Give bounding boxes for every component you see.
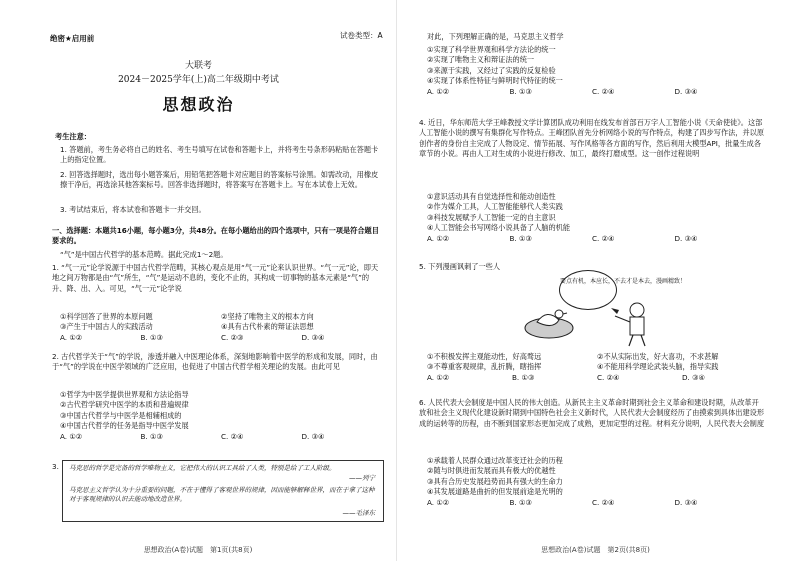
- q2-option: ①哲学为中医学提供世界观和方法论指导: [60, 390, 189, 399]
- q2-stem: 2. 古代哲学关于“气”的学说，渗透并融入中医理论体系，深刻地影响着中医学的形成和发展，同时，由于“气”的学说在中医学领域的广泛应用，也促进了中国古代哲学相关理论的发展。由此可见: [52, 352, 378, 372]
- q2-option: ②古代哲学研究中医学的本质和普遍规律: [60, 400, 189, 410]
- q6-choice-b: B. ①③: [509, 497, 532, 507]
- q2-choice-c: C. ②④: [221, 431, 244, 441]
- note-2: 2. 回答选择题时，选出每小题答案后，用铅笔把答题卡对应题目的答案标号涂黑。如需改动，用橡皮擦干净后，再选涂其他答案标号。回答非选择题时，将答案写在答题卡上。写在本试卷上无效。: [60, 170, 379, 190]
- q1-option: ③产生于中国古人的实践活动: [60, 322, 153, 332]
- exam-org: 大联考: [184, 61, 212, 71]
- q1-choice-d: D. ③④: [301, 332, 325, 342]
- q1-choice-c: C. ②③: [221, 332, 244, 342]
- q3-options: [427, 45, 757, 97]
- q5-choice-d: D. ③④: [682, 372, 705, 382]
- q4-choice-c: C. ②④: [592, 233, 615, 243]
- q6-option: ③具有合历史发展趋势而具有强大的生命力: [427, 476, 563, 486]
- note-1: 1. 答题前，考生务必将自己的姓名、考生号填写在试卷和答题卡上，并将考生号条形码粘贴在答题卡上的指定位置。: [60, 145, 379, 165]
- note-3: 3. 考试结束后，将本试卷和答题卡一并交回。: [60, 205, 206, 214]
- q2-choice-d: D. ③④: [301, 431, 325, 441]
- q6-options: [427, 456, 757, 508]
- q5-choice-c: C. ②④: [597, 372, 620, 382]
- q1-choice-b: B. ①③: [140, 332, 163, 342]
- q4-stem: 4. 近日，华东师范大学王峰教授文学计算团队成功利用在线发布首部百万字人工智能小说《天命使徒》。这部人工智能小说的撰写有集群化写作特点。王峰团队首先分析网络小说的写作特点，构建了四步写作法，并以原创作者的身份自主完成了人物设定、情节拓展、写作风格等各方面的写作，然后利用大模型API，批量生成各章节的小说。再由人工对生成的小说进行修改、加工，最终打磨成型。这一创作过程说明: [419, 118, 765, 159]
- exam-page-2: [397, 0, 794, 561]
- q3-option: ②实现了唯物主义和辩证法的统一: [427, 55, 535, 65]
- q3-author-lenin: ——列宁: [349, 474, 375, 482]
- subject-title: 思想政治: [162, 95, 235, 114]
- paper-type: 试卷类型：A: [340, 31, 383, 40]
- page-footer: 思想政治(A卷)试题 第2页(共8页): [541, 545, 650, 554]
- cartoon-speech-bubble: 要点有机，本应长，不去才是本去，漫画精致！: [559, 270, 617, 310]
- q3-choice-d: D. ③④: [674, 86, 698, 96]
- q5-option: ②不从实际出发，好大喜功，不求甚解: [597, 352, 719, 361]
- q6-option: ④其发展道路是曲折的但发展前途是光明的: [427, 487, 563, 497]
- q5-option: ④不能用科学理论武装头脑，指导实践: [597, 362, 719, 372]
- notes-title: 考生注意：: [55, 132, 91, 141]
- section-heading: 一、选择题：本题共16小题，每小题3分，共48分。在每小题给出的四个选项中，只有一项是符合题目要求的。: [52, 226, 379, 246]
- q5-choice-b: B. ①③: [512, 372, 535, 382]
- q1-option: ②坚持了唯物主义的根本方向: [221, 312, 314, 321]
- q1-choice-a: A. ①②: [60, 332, 83, 342]
- q1-option: ④具有古代朴素的辩证法思想: [221, 322, 314, 332]
- q6-choice-a: A. ①②: [427, 497, 450, 507]
- q5-options: [427, 352, 767, 383]
- q6-option: ①承载着人民群众通过改革变迁社会的历程: [427, 456, 563, 465]
- q2-options: [60, 390, 382, 442]
- q5-choice-a: A. ①②: [427, 372, 450, 382]
- q4-option: ④人工智能会书写网络小说具备了人脑的机能: [427, 223, 571, 233]
- q3-number: 3.: [52, 462, 59, 471]
- q6-stem: 6. 人民代表大会制度是中国人民的伟大创造。从新民主主义革命时期到社会主义革命和建设时期，从改革开放和社会主义现代化建设新时期到中国特色社会主义新时代，人民代表大会制度经历了由摸索到具体出建设形成的运转等的历程，由不断到国家形态更加完成了成熟，更加定型的过程。材料充分说明，人民代表大会制度: [419, 398, 765, 428]
- q2-option: ④中国古代哲学的任务是指导中医学发展: [60, 421, 189, 431]
- page-footer: 思想政治(A卷)试题 第1页(共8页): [143, 545, 253, 554]
- q3-quote-lenin: 马克思的哲学是完备的哲学唯物主义，它把伟大的认识工具给了人类，特别是给了工人阶级。: [69, 464, 336, 472]
- q2-choice-b: B. ①③: [140, 431, 163, 441]
- q3-option: ③来源于实践，又经过了实践的反复检验: [427, 65, 556, 75]
- q4-option: ③科技发展赋予人工智能一定的自主意识: [427, 212, 556, 222]
- q4-option: ①意识活动具有自觉选择性和能动创造性: [427, 192, 556, 201]
- q1-options: [60, 312, 382, 343]
- q3-quote-mao: 马克思主义哲学认为十分重要的问题，不在于懂得了客观世界的规律，因而能够解释世界，而在于拿了这种对于客观规律的认识去能动地改造世界。: [69, 486, 375, 504]
- q1-stem: 1. “气一元”论学说源于中国古代哲学范畴，其核心观点是用“气一元”论来认识世界。“气一元”论，即天地之间万物都是由“气”所生，“气”是运动不息的，变化不止的，其构成一切事物的基本元素是“气”的升、降、出、入。可见，“气一元”论学说: [52, 263, 379, 293]
- exam-title: 2024－2025学年(上)高二年级期中考试: [118, 75, 279, 85]
- material-intro: “气”是中国古代哲学的基本范畴。据此完成1～2题。: [60, 250, 228, 259]
- q3-option: ①实现了科学世界观和科学方法论的统一: [427, 45, 556, 54]
- q4-choice-b: B. ①③: [509, 233, 532, 243]
- q4-choice-d: D. ③④: [674, 233, 698, 243]
- q3-continuation: 对此，下列理解正确的是，马克思主义哲学: [427, 32, 564, 41]
- q6-choice-c: C. ②④: [592, 497, 615, 507]
- q3-choice-a: A. ①②: [427, 86, 450, 96]
- q3-author-mao: ——毛泽东: [342, 509, 375, 517]
- q5-cartoon: [497, 270, 687, 348]
- q5-option: ①不积极发挥主观能动性，好高骛远: [427, 352, 542, 361]
- q3-option: ④实现了体系性特征与鲜明时代特征的统一: [427, 76, 563, 86]
- q2-choice-a: A. ①②: [60, 431, 83, 441]
- q6-option: ②随与时俱进而发展而具有极大的优越性: [427, 466, 556, 476]
- q4-choice-a: A. ①②: [427, 233, 450, 243]
- q4-options: [427, 192, 757, 244]
- q5-stem: 5. 下列漫画讽刺了一些人: [419, 262, 501, 271]
- cartoon-drawing-icon: [497, 270, 667, 348]
- q3-quote-box: [62, 460, 384, 522]
- q4-option: ②作为媒介工具，人工智能能够代人类实践: [427, 202, 563, 212]
- q5-option: ③不尊重客观规律，乱折腾，瞎指挥: [427, 362, 542, 372]
- q3-choice-b: B. ①③: [509, 86, 532, 96]
- q1-option: ①科学回答了世界的本原问题: [60, 312, 153, 321]
- secret-label: 绝密★启用前: [50, 34, 95, 43]
- q3-choice-c: C. ②④: [592, 86, 615, 96]
- q2-option: ③中国古代哲学与中医学是相辅相成的: [60, 410, 182, 420]
- q6-choice-d: D. ③④: [674, 497, 698, 507]
